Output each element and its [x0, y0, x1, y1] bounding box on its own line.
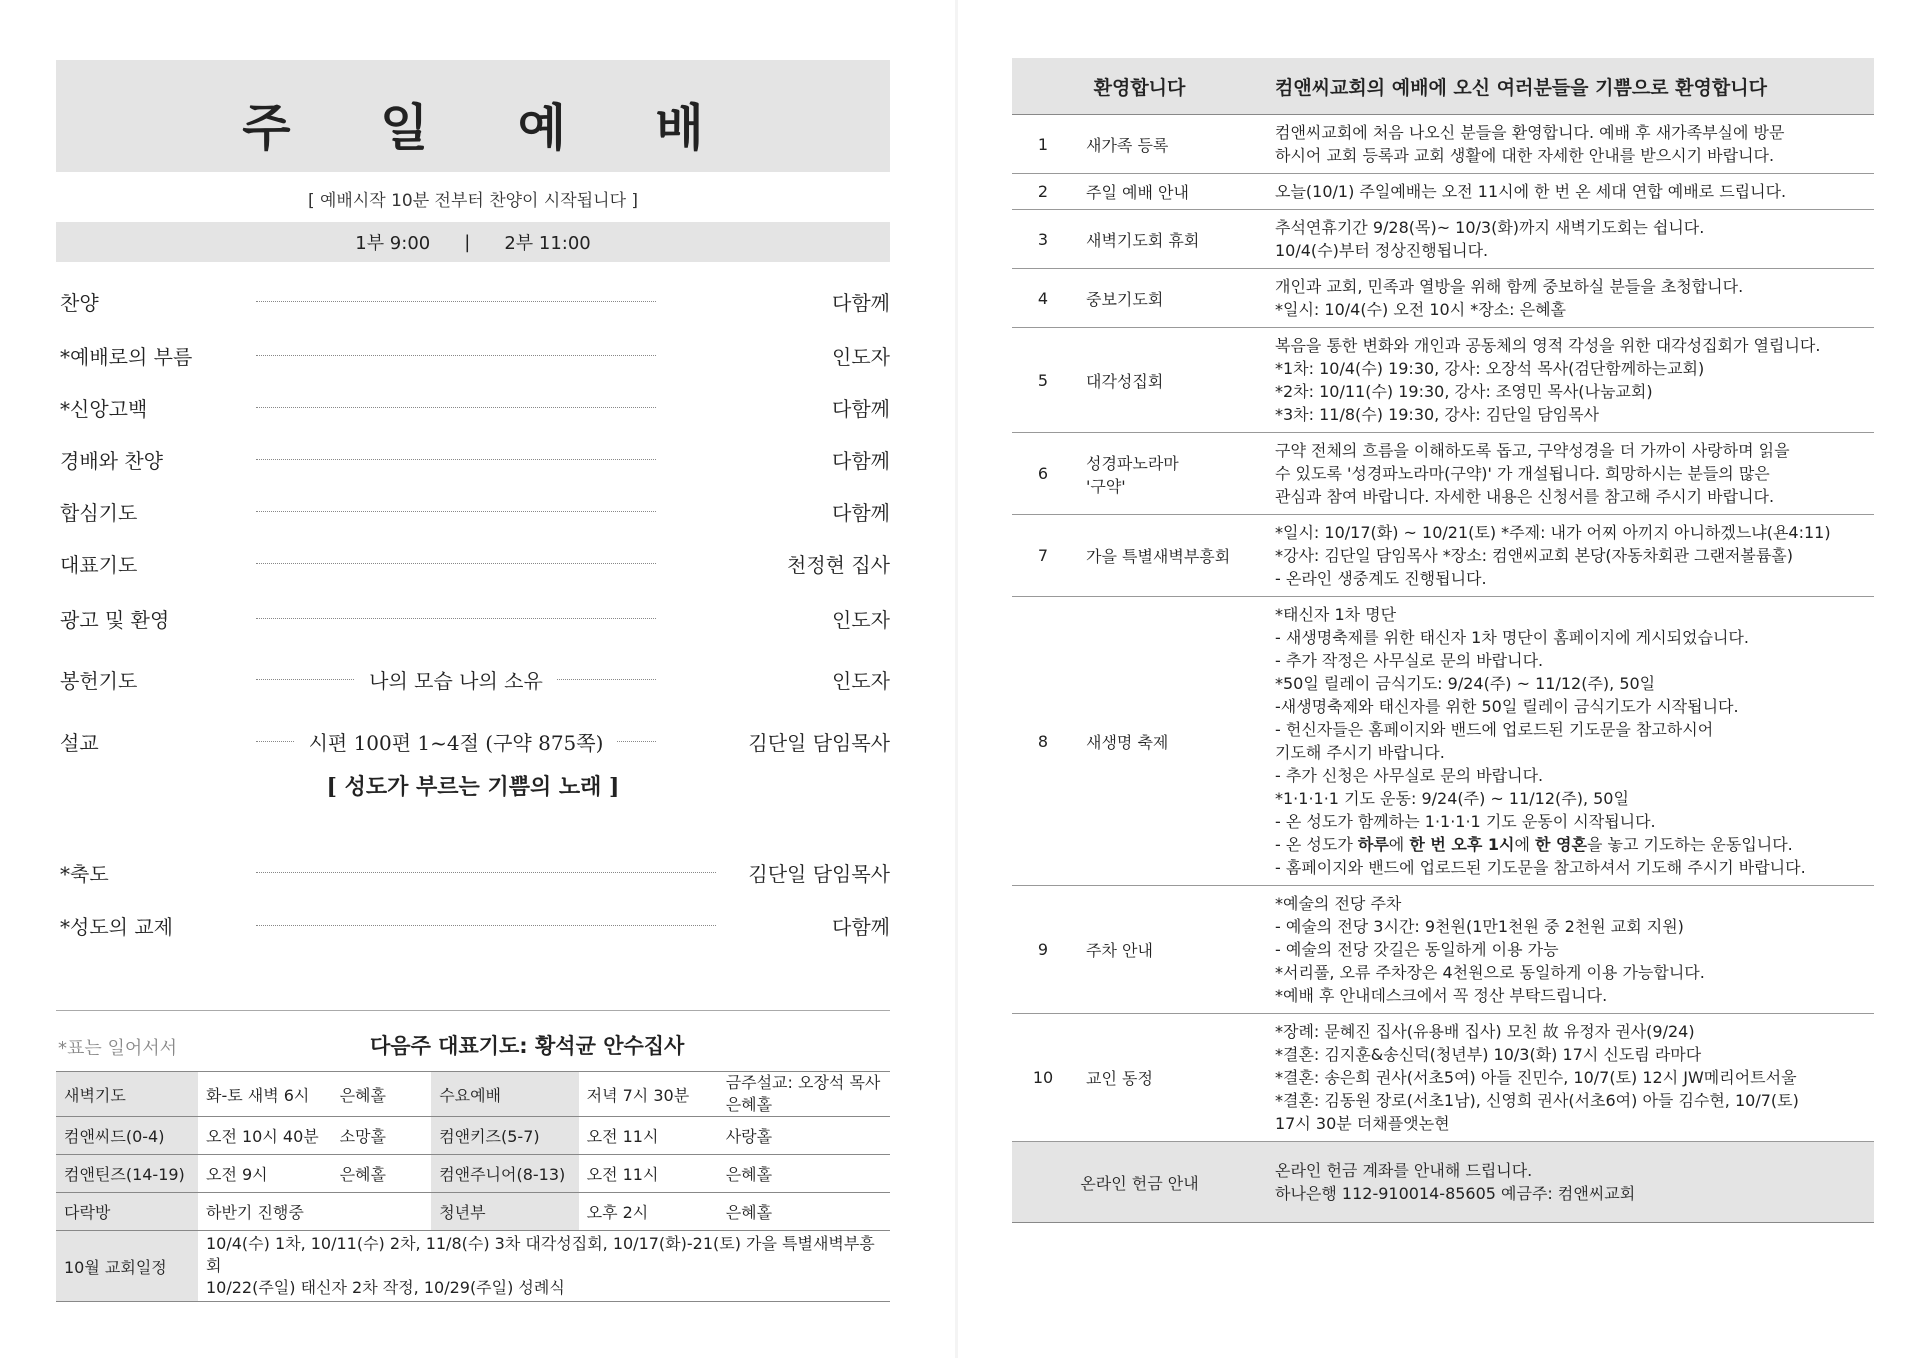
item-body: [1267, 115, 1874, 174]
order-leader: 김단일 담임목사: [748, 862, 890, 886]
table-cell: 사랑홀: [718, 1117, 890, 1155]
item-line: *2차: 10/11(수) 19:30, 강사: 조영민 목사(나눔교회): [1275, 382, 1653, 401]
order-leader: 다함께: [832, 291, 890, 315]
item-line: *장례: 문혜진 집사(유용배 집사) 모친 故 유정자 권사(9/24): [1275, 1022, 1695, 1041]
order-leader: 다함께: [832, 501, 890, 525]
october-schedule: [198, 1231, 890, 1302]
item-line: - 온라인 생중계도 진행됩니다.: [1275, 569, 1487, 588]
item-number: 3: [1012, 210, 1074, 269]
item-line: - 온 성도가 하루에 한 번 오후 1시에 한 영혼을 놓고 기도하는 운동입니다.: [1275, 835, 1793, 854]
table-cell: 오전 11시: [579, 1155, 718, 1193]
footer-divider: [56, 1010, 890, 1011]
item-line: *1차: 10/4(수) 19:30, 강사: 오장석 목사(검단함께하는교회): [1275, 359, 1705, 378]
table-row: [1012, 1142, 1874, 1223]
title-box: [56, 60, 890, 172]
order-row: [60, 335, 890, 371]
leader-dots: [256, 563, 656, 564]
service-time-2: 2부 11:00: [504, 233, 591, 254]
table-row: [56, 1155, 890, 1193]
october-line: 10/22(주일) 태신자 2차 작정, 10/29(주일) 성례식: [205, 1278, 565, 1297]
leader-dots: [256, 459, 656, 460]
item-line: *일시: 10/17(화) ~ 10/21(토) *주제: 내가 어찌 아끼지 아니하겠느냐(욘4:11): [1275, 523, 1831, 542]
table-cell: 오전 9시: [198, 1155, 332, 1193]
table-row: [56, 1117, 890, 1155]
item-line: - 추가 신청은 사무실로 문의 바랍니다.: [1275, 766, 1544, 785]
item-line: *일시: 10/4(수) 오전 10시 *장소: 은혜홀: [1275, 300, 1567, 319]
item-title: 새가족 등록: [1074, 115, 1267, 174]
item-line: - 추가 작정은 사무실로 문의 바랍니다.: [1275, 651, 1544, 670]
order-leader: 천정현 집사: [787, 553, 890, 577]
announcements-table: [1012, 58, 1874, 1223]
item-line: *태신자 1차 명단: [1275, 605, 1397, 624]
order-row: [60, 439, 890, 475]
leader-dots: [256, 618, 656, 619]
offering-line: 하나은행 112-910014-85605 예금주: 컴앤씨교회: [1275, 1184, 1636, 1203]
table-header: [1012, 58, 1874, 115]
service-time-1: 1부 9:00: [355, 233, 431, 254]
table-cell: 소망홀: [332, 1117, 432, 1155]
item-body: [1267, 515, 1874, 597]
joy-song-heading: [ 성도가 부르는 기쁨의 노래 ]: [326, 774, 620, 800]
table-row: [1012, 174, 1874, 210]
item-line: 17시 30분 더채플앳논현: [1275, 1114, 1450, 1133]
order-row: [60, 721, 890, 757]
offering-body: [1267, 1142, 1874, 1223]
order-leader: 다함께: [832, 397, 890, 421]
table-cell: 컴앤키즈(5-7): [431, 1117, 578, 1155]
leader-dots: [256, 301, 656, 302]
order-middle-wrap: [256, 665, 656, 694]
item-line: 추석연휴기간 9/28(목)~ 10/3(화)까지 새벽기도회는 쉽니다.: [1275, 218, 1705, 237]
table-cell: 컴앤씨드(0-4): [56, 1117, 198, 1155]
schedule-table: [56, 1071, 890, 1302]
item-line: 복음을 통한 변화와 개인과 공동체의 영적 각성을 위한 대각성집회가 열립니다.: [1275, 336, 1821, 355]
item-number: 6: [1012, 433, 1074, 515]
table-cell: 화-토 새벽 6시: [198, 1072, 332, 1117]
page-title: 주 일 예 배: [242, 98, 740, 157]
order-row: [60, 387, 890, 423]
item-line: - 예술의 전당 3시간: 9천원(1만1천원 중 2천원 교회 지원): [1275, 917, 1684, 936]
table-row: [1012, 597, 1874, 886]
order-row: [60, 491, 890, 527]
item-line: - 온 성도가 함께하는 1·1·1·1 기도 운동이 시작됩니다.: [1275, 812, 1656, 831]
item-line: *결혼: 김동원 장로(서초1남), 신영희 권사(서초6여) 아들 김수현, 10/7(토): [1275, 1091, 1799, 1110]
item-title: 새벽기도회 휴회: [1074, 210, 1267, 269]
table-cell: 은혜홀: [718, 1155, 890, 1193]
leader-dots: [256, 407, 656, 408]
order-label: 경배와 찬양: [60, 449, 163, 473]
table-cell: 은혜홀: [332, 1155, 432, 1193]
table-cell: 컴앤틴즈(14-19): [56, 1155, 198, 1193]
item-title: 교인 동정: [1074, 1014, 1267, 1142]
order-label: 찬양: [60, 291, 99, 315]
item-number: 8: [1012, 597, 1074, 886]
stand-note: *표는 일어서서: [58, 1038, 178, 1059]
item-line: -새생명축제와 태신자를 위한 50일 릴레이 금식기도가 시작됩니다.: [1275, 697, 1739, 716]
item-title: 대각성집회: [1074, 328, 1267, 433]
item-line: 수 있도록 '성경파노라마(구약)' 가 개설됩니다. 희망하시는 분들의 많은: [1275, 464, 1770, 483]
table-cell: 은혜홀: [718, 1193, 890, 1231]
item-title: 주차 안내: [1074, 886, 1267, 1014]
order-leader: 김단일 담임목사: [748, 731, 890, 755]
item-line: - 새생명축제를 위한 태신자 1차 명단이 홈페이지에 게시되었습니다.: [1275, 628, 1749, 647]
order-label: 합심기도: [60, 501, 138, 525]
table-row: [1012, 1014, 1874, 1142]
order-row: [60, 543, 890, 579]
item-line: 관심과 참여 바랍니다. 자세한 내용은 신청서를 참고해 주시기 바랍니다.: [1275, 487, 1775, 506]
order-leader: 인도자: [832, 345, 890, 369]
item-title: 주일 예배 안내: [1074, 174, 1267, 210]
table-cell: 컴앤주니어(8-13): [431, 1155, 578, 1193]
order-leader: 다함께: [832, 915, 890, 939]
offering-hymn: 나의 모습 나의 소유: [355, 669, 557, 693]
table-row: [1012, 269, 1874, 328]
item-body: [1267, 597, 1874, 886]
table-row: [56, 1193, 890, 1231]
table-cell: [332, 1193, 432, 1231]
item-body: [1267, 1014, 1874, 1142]
item-number: 1: [1012, 115, 1074, 174]
item-line: *3차: 11/8(수) 19:30, 강사: 김단일 담임목사: [1275, 405, 1600, 424]
item-line: *예배 후 안내데스크에서 꼭 정산 부탁드립니다.: [1275, 986, 1608, 1005]
table-cell: 청년부: [431, 1193, 578, 1231]
item-number: 5: [1012, 328, 1074, 433]
item-line: 하시어 교회 등록과 교회 생활에 대한 자세한 안내를 받으시기 바랍니다.: [1275, 146, 1775, 165]
welcome-title: 환영합니다: [1012, 58, 1267, 115]
item-number: 4: [1012, 269, 1074, 328]
service-time-divider: |: [464, 231, 471, 253]
item-title: 중보기도회: [1074, 269, 1267, 328]
table-cell: 오전 11시: [579, 1117, 718, 1155]
intro-note: [ 예배시작 10분 전부터 찬양이 시작됩니다 ]: [307, 191, 639, 211]
item-number: 9: [1012, 886, 1074, 1014]
table-cell: 하반기 진행중: [198, 1193, 332, 1231]
table-cell: 저녁 7시 30분: [579, 1072, 718, 1117]
item-body: [1267, 886, 1874, 1014]
table-cell: 새벽기도: [56, 1072, 198, 1117]
order-leader: 인도자: [832, 608, 890, 632]
right-page: [958, 0, 1920, 1358]
left-page: [0, 0, 955, 1358]
table-row: [1012, 515, 1874, 597]
order-label: *예배로의 부름: [60, 345, 193, 369]
table-row: [56, 1072, 890, 1117]
table-cell: 다락방: [56, 1193, 198, 1231]
item-body: [1267, 210, 1874, 269]
table-row: [1012, 328, 1874, 433]
item-number: 2: [1012, 174, 1074, 210]
october-label: 10월 교회일정: [56, 1231, 198, 1302]
table-row: [56, 1231, 890, 1302]
item-body: [1267, 328, 1874, 433]
order-label: 봉헌기도: [60, 669, 138, 693]
table-row: [1012, 886, 1874, 1014]
october-line: 10/4(수) 1차, 10/11(수) 2차, 11/8(수) 3차 대각성집회, 10/17(화)-21(토) 가을 특별새벽부흥회: [205, 1234, 875, 1275]
offering-title: 온라인 헌금 안내: [1012, 1142, 1267, 1223]
next-prayer-leader: 다음주 대표기도: 황석균 안수집사: [370, 1034, 685, 1058]
table-cell: 오후 2시: [579, 1193, 718, 1231]
item-number: 7: [1012, 515, 1074, 597]
item-line: 개인과 교회, 민족과 열방을 위해 함께 중보하실 분들을 초청합니다.: [1275, 277, 1744, 296]
order-leader: 다함께: [832, 449, 890, 473]
order-label: *신앙고백: [60, 397, 148, 421]
order-leader: 인도자: [832, 669, 890, 693]
table-row: [1012, 115, 1874, 174]
item-body: [1267, 174, 1874, 210]
item-line: 오늘(10/1) 주일예배는 오전 11시에 한 번 온 세대 연합 예배로 드립니다.: [1275, 182, 1787, 201]
item-line: - 헌신자들은 홈페이지와 밴드에 업로드된 기도문을 참고하시어: [1275, 720, 1714, 739]
table-cell: 은혜홀: [332, 1072, 432, 1117]
order-label: *성도의 교제: [60, 915, 173, 939]
leader-dots: [256, 355, 656, 356]
item-body: [1267, 269, 1874, 328]
leader-dots: [256, 925, 716, 926]
item-line: 10/4(수)부터 정상진행됩니다.: [1275, 241, 1489, 260]
item-line: 컴앤씨교회에 처음 나오신 분들을 환영합니다. 예배 후 새가족부실에 방문: [1275, 123, 1785, 142]
item-title: 가을 특별새벽부흥회: [1074, 515, 1267, 597]
sermon-passage: 시편 100편 1~4절 (구약 875쪽): [295, 731, 618, 755]
item-title: 새생명 축제: [1074, 597, 1267, 886]
item-line: *결혼: 송은희 권사(서초5여) 아들 진민수, 10/7(토) 12시 JW메리어트서울: [1275, 1068, 1797, 1087]
table-row: [1012, 433, 1874, 515]
announcements-body: [1012, 115, 1874, 1223]
table-row: [1012, 210, 1874, 269]
order-middle-wrap: [256, 727, 656, 756]
item-body: [1267, 433, 1874, 515]
service-times-bar: [56, 222, 890, 262]
order-label: 광고 및 환영: [60, 608, 170, 632]
order-row: [60, 852, 890, 888]
order-row: [60, 281, 890, 317]
item-line: 구약 전체의 흐름을 이해하도록 돕고, 구약성경을 더 가까이 사랑하며 읽을: [1275, 441, 1790, 460]
order-label: 설교: [60, 731, 99, 755]
welcome-message: 컴앤씨교회의 예배에 오신 여러분들을 기쁨으로 환영합니다: [1267, 58, 1874, 115]
order-row: [60, 905, 890, 941]
item-line: - 예술의 전당 갓길은 동일하게 이용 가능: [1275, 940, 1559, 959]
item-line: *결혼: 김지훈&송신덕(청년부) 10/3(화) 17시 신도림 라마다: [1275, 1045, 1702, 1064]
item-line: *서리풀, 오류 주차장은 4천원으로 동일하게 이용 가능합니다.: [1275, 963, 1705, 982]
order-row: [60, 598, 890, 634]
order-row: [60, 659, 890, 695]
item-number: 10: [1012, 1014, 1074, 1142]
item-title: 성경파노라마 '구약': [1074, 433, 1267, 515]
table-cell: 수요예배: [431, 1072, 578, 1117]
leader-dots: [256, 872, 716, 873]
table-cell: 오전 10시 40분: [198, 1117, 332, 1155]
item-line: 기도해 주시기 바랍니다.: [1275, 743, 1445, 762]
item-line: *1·1·1·1 기도 운동: 9/24(주) ~ 11/12(주), 50일: [1275, 789, 1629, 808]
order-label: 대표기도: [60, 553, 138, 577]
table-cell: 금주설교: 오장석 목사 은혜홀: [718, 1072, 890, 1117]
item-line: *강사: 김단일 담임목사 *장소: 컴앤씨교회 본당(자동차회관 그랜저볼륨홀): [1275, 546, 1794, 565]
order-label: *축도: [60, 862, 109, 886]
item-line: *예술의 전당 주차: [1275, 894, 1402, 913]
item-line: *50일 릴레이 금식기도: 9/24(주) ~ 11/12(주), 50일: [1275, 674, 1656, 693]
offering-line: 온라인 헌금 계좌를 안내해 드립니다.: [1275, 1161, 1533, 1180]
leader-dots: [256, 511, 656, 512]
item-line: - 홈페이지와 밴드에 업로드된 기도문을 참고하셔서 기도해 주시기 바랍니다.: [1275, 858, 1806, 877]
